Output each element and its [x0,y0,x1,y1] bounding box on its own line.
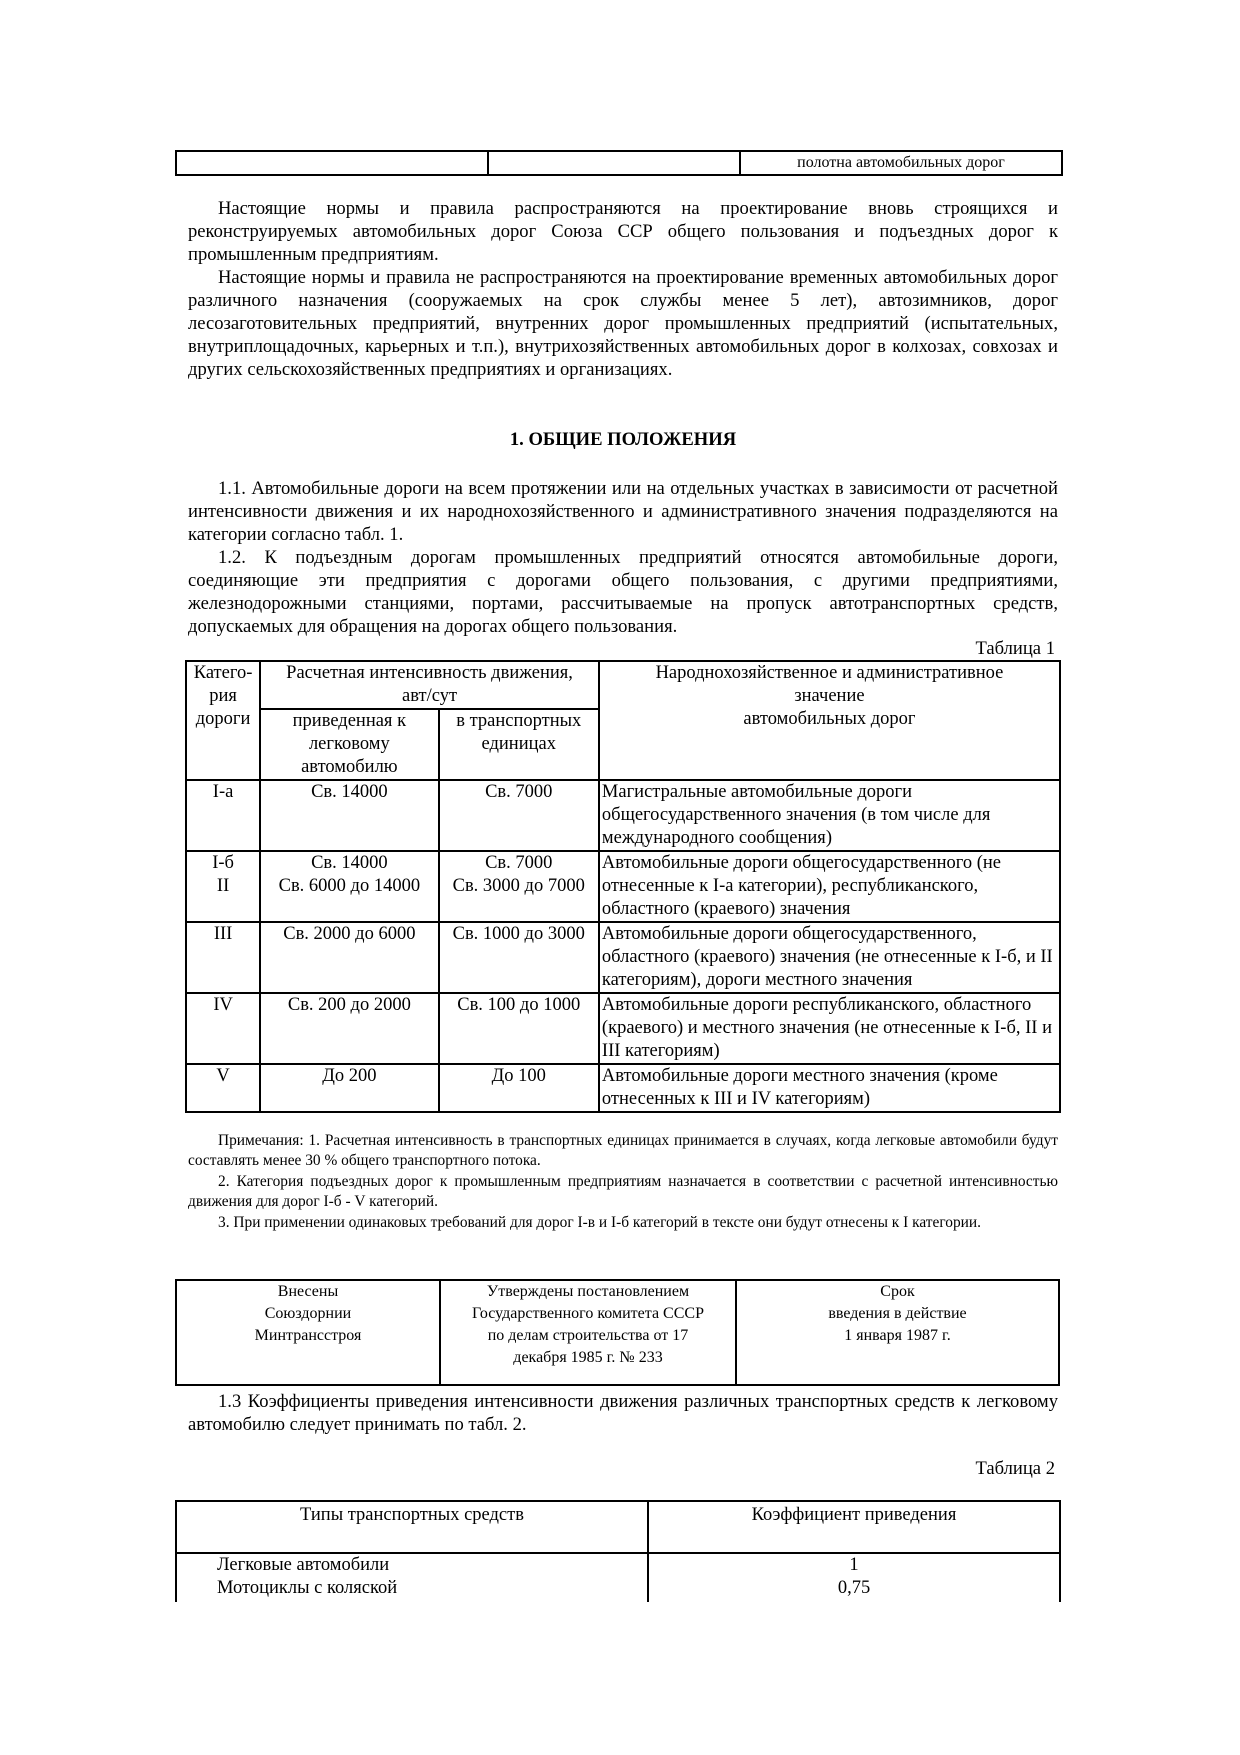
row-reduced: Св. 14000 [260,780,438,851]
fragment-cell-1 [176,151,488,175]
header-intensity: Расчетная интенсивность движения, авт/сут [260,661,599,709]
row-category: V [186,1064,260,1112]
section-heading: 1. ОБЩИЕ ПОЛОЖЕНИЯ [509,429,737,450]
row-transport: До 100 [439,1064,599,1112]
row-description: Автомобильные дороги общегосударственного, областного (краевого) значения (не отнесенные к I-б, и II категориям), дороги местного значения [599,922,1060,993]
header-significance: Народнохозяйственное и административное значение автомобильных дорог [599,661,1060,780]
effective-date: Срок введения в действие 1 января 1987 г. [736,1280,1059,1385]
table2-caption: Таблица 2 [975,1458,1055,1479]
fragment-cell-3: полотна автомобильных дорог [740,151,1062,175]
row-transport: Св. 7000 [439,780,599,851]
note-1: Примечания: 1. Расчетная интенсивность в транспортных единицах принимается в случаях, когда легковые автомобили будут составлять менее 30 % общего транспортного потока. [188,1132,1058,1169]
table-row [186,922,1060,993]
approval-table [175,1279,1060,1386]
clause-1-3: 1.3 Коэффициенты приведения интенсивности движения различных транспортных средств к легковому автомобилю следует принимать по табл. 2. [188,1391,1058,1435]
row-description: Автомобильные дороги республиканского, областного (краевого) и местного значения (не отнесенные к I-б, II и III категориям) [599,993,1060,1064]
table2-header-row [176,1501,1060,1553]
table-row [186,1064,1060,1112]
note-3: 3. При применении одинаковых требований для дорог I-в и I-б категорий в тексте они будут отнесены к I категории. [218,1214,981,1231]
table-row [186,780,1060,851]
table-row [186,851,1060,922]
road-category-table [185,660,1061,1113]
row-transport: Св. 100 до 1000 [439,993,599,1064]
intro-paragraph-2: Настоящие нормы и правила не распространяются на проектирование временных автомобильных дорог различного назначения (сооружаемых на срок службы менее 5 лет), автозимников, дорог лесозаготовительных предприятий, внутренних дорог промышленных предприятий (испытательных, внутриплощадочных, карьерных и т.п.), внутрихозяйственных автомобильных дорог в колхозах, совхозах и других сельскохозяйственных предприятиях и организациях. [188,267,1058,380]
note-2: 2. Категория подъездных дорог к промышленным предприятиям назначается в соответствии с расчетной интенсивностью движения для дорог I-б - V категорий. [188,1173,1058,1210]
vehicle-type: Мотоциклы с коляской [217,1578,398,1598]
coefficient-value: 0,75 [837,1578,871,1598]
row-category: I-а [186,780,260,851]
table-row [186,993,1060,1064]
fragment-cell-2 [488,151,740,175]
header-transport: в транспортных единицах [439,709,599,780]
row-description: Автомобильные дороги общегосударственного (не отнесенные к I-а категории), республиканского, областного (краевого) значения [599,851,1060,922]
header-coefficient: Коэффициент приведения [648,1501,1060,1553]
row-reduced: Св. 200 до 2000 [260,993,438,1064]
approved-by: Утверждены постановлением Государственного комитета СССР по делам строительства от 17 декабря 1985 г. № 233 [440,1280,736,1385]
table-row [176,1553,1060,1602]
row-category: III [186,922,260,993]
row-transport: Св. 1000 до 3000 [439,922,599,993]
vehicle-type: Легковые автомобили [217,1555,390,1575]
row-description: Автомобильные дороги местного значения (кроме отнесенных к III и IV категориям) [599,1064,1060,1112]
coefficients-cell [648,1553,1060,1602]
clause-1-1: 1.1. Автомобильные дороги на всем протяжении или на отдельных участках в зависимости от расчетной интенсивности движения и их народнохозяйственного и административного значения подразделяются на категории согласно табл. 1. [188,478,1058,545]
table1-caption: Таблица 1 [975,638,1055,659]
continued-table-fragment [175,150,1063,176]
intro-paragraph-1: Настоящие нормы и правила распространяются на проектирование вновь строящихся и реконструируемых автомобильных дорог Союза ССР общего пользования и подъездных дорог к промышленным предприятиям. [188,198,1058,265]
clause-1-2: 1.2. К подъездным дорогам промышленных предприятий относятся автомобильные дороги, соединяющие эти предприятия с дорогами общего пользования, с другими предприятиями, железнодорожными станциями, портами, рассчитываемые на пропуск автотранспортных средств, допускаемых для обращения на дорогах общего пользования. [188,547,1058,637]
vehicle-types-cell [176,1553,648,1602]
introduced-by: Внесены Союздорнии Минтрансстроя [176,1280,440,1385]
row-reduced: Св. 2000 до 6000 [260,922,438,993]
header-category: Катего- рия дороги [186,661,260,780]
coefficient-value: 1 [849,1555,859,1575]
reduction-coefficient-table [175,1500,1061,1602]
header-vehicle-types: Типы транспортных средств [176,1501,648,1553]
header-reduced: приведенная к легковому автомобилю [260,709,438,780]
row-transport: Св. 7000 Св. 3000 до 7000 [439,851,599,922]
row-category: IV [186,993,260,1064]
table1-header-row [186,661,1060,709]
row-category: I-б II [186,851,260,922]
row-reduced: До 200 [260,1064,438,1112]
row-reduced: Св. 14000 Св. 6000 до 14000 [260,851,438,922]
row-description: Магистральные автомобильные дороги общегосударственного значения (в том числе для международного сообщения) [599,780,1060,851]
